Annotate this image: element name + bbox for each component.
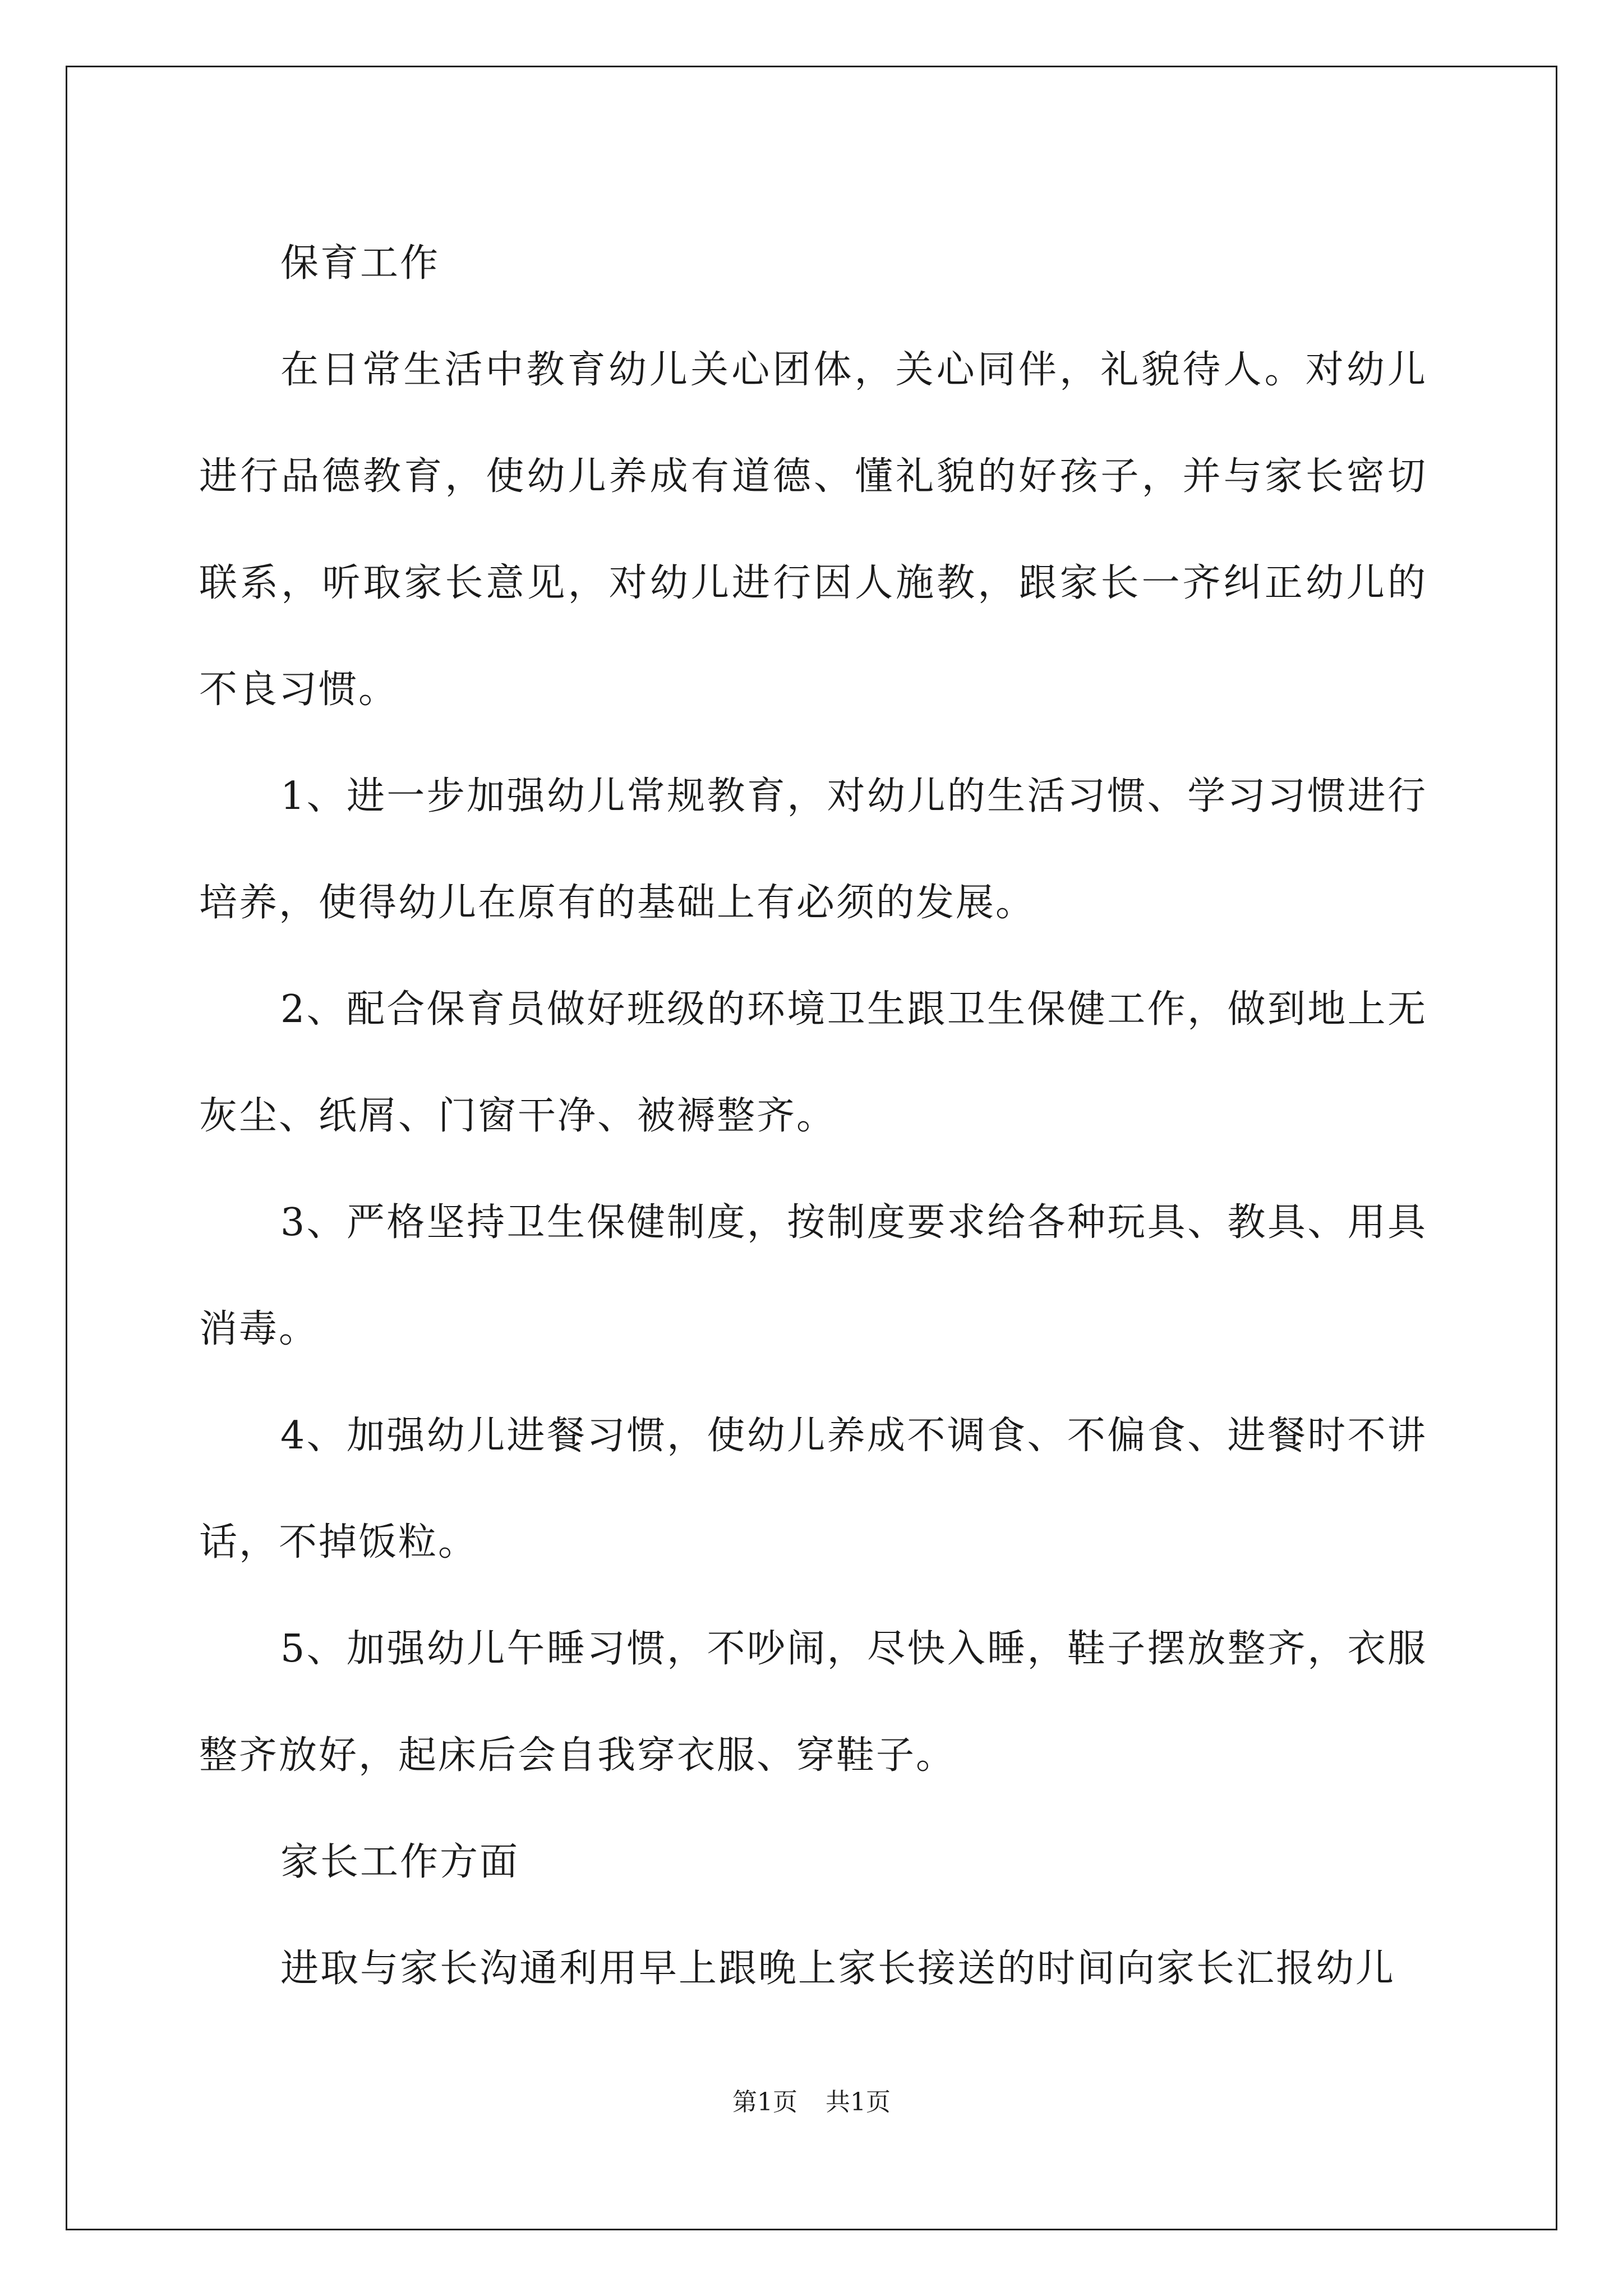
document-body	[199, 210, 1427, 2022]
page-footer	[0, 2086, 1623, 2119]
paragraph-item-5: 5、加强幼儿午睡习惯，不吵闹，尽快入睡，鞋子摆放整齐，衣服整齐放好，起床后会自我穿衣服、穿鞋子。	[199, 1627, 1427, 1778]
paragraph-item-4: 4、加强幼儿进餐习惯，使幼儿养成不调食、不偏食、进餐时不讲话，不掉饭粒。	[199, 1414, 1427, 1565]
paragraph-intro: 在日常生活中教育幼儿关心团体，关心同伴，礼貌待人。对幼儿进行品德教育，使幼儿养成有道德、懂礼貌的好孩子，并与家长密切联系，听取家长意见，对幼儿进行因人施教，跟家长一齐纠正幼儿的不良习惯。	[199, 348, 1427, 712]
section-heading-parents: 家长工作方面	[280, 1840, 520, 1884]
paragraph-item-3: 3、严格坚持卫生保健制度，按制度要求给各种玩具、教具、用具消毒。	[199, 1200, 1427, 1351]
page-number-total: 共1页	[826, 2088, 891, 2116]
paragraph-parents: 进取与家长沟通利用早上跟晚上家长接送的时间向家长汇报幼儿	[280, 1947, 1396, 1991]
paragraph-item-1: 1、进一步加强幼儿常规教育，对幼儿的生活习惯、学习习惯进行培养，使得幼儿在原有的基础上有必须的发展。	[199, 774, 1427, 925]
page-number-current: 第1页	[732, 2088, 797, 2116]
paragraph-item-2: 2、配合保育员做好班级的环境卫生跟卫生保健工作，做到地上无灰尘、纸屑、门窗干净、被褥整齐。	[199, 987, 1427, 1138]
section-heading-childcare: 保育工作	[280, 241, 440, 286]
